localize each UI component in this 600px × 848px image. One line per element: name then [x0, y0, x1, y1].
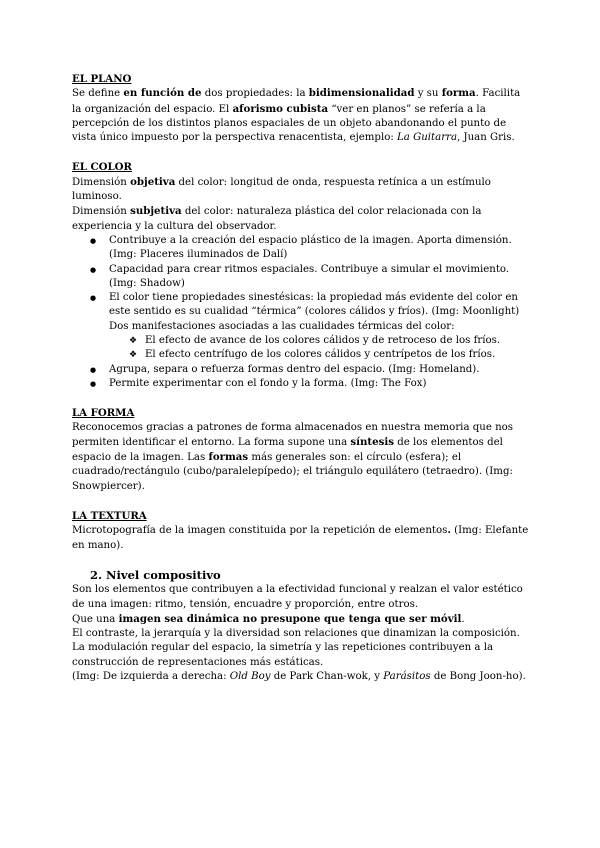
text: Dimensión — [72, 206, 131, 218]
text: de los elementos del espacio de la imagen. Las — [72, 436, 503, 464]
sub-list-item: ❖ El efecto de avance de los colores cálidos y de retroceso de los fríos. — [109, 334, 532, 348]
bold-text: imagen sea dinámica no presupone que tenga que ser móvil — [118, 612, 462, 625]
section-color — [72, 160, 532, 391]
sub-intro: Dos manifestaciones asociadas a las cualidades térmicas del color: — [109, 320, 455, 332]
bold-text: forma — [441, 87, 476, 100]
text: Se define — [72, 88, 124, 100]
section-forma — [72, 406, 532, 494]
bold-text: síntesis — [350, 435, 394, 448]
paragraph-subjetiva — [72, 204, 532, 234]
section-plano — [72, 72, 532, 145]
text: , Juan Gris. — [457, 132, 515, 144]
text: de Park Chan-wok, y — [270, 670, 384, 682]
list-item — [72, 291, 532, 362]
text: . — [461, 613, 465, 625]
text: (Img: Elefante en mano). — [72, 525, 529, 551]
bold-text: formas — [208, 451, 249, 464]
paragraph-objetiva — [72, 175, 532, 205]
section-textura — [72, 509, 532, 553]
bold-text: en función de — [123, 87, 202, 100]
paragraph-forma — [72, 421, 532, 494]
text: dos propiedades: la — [201, 88, 309, 100]
text: . Facilita la organización del espacio. El — [72, 88, 521, 115]
list-item: ● Capacidad para crear ritmos espaciales. Contribuye a simular el movimiento. (Img: Shadow) — [72, 263, 532, 292]
bold-text: subjetiva — [130, 205, 182, 218]
text: Microtopografía de la imagen constituida por la repetición de elementos — [72, 525, 448, 537]
text: Reconocemos gracias a patrones de forma almacenados en nuestra memoria que nos permiten identificar el entorno. La forma supone una — [72, 421, 514, 448]
paragraph-textura — [72, 523, 532, 553]
heading-forma: LA FORMA — [72, 407, 135, 420]
text: (Img: De izquierda a derecha: — [72, 670, 230, 682]
bold-text: objetiva — [130, 175, 176, 188]
heading-textura: LA TEXTURA — [72, 510, 147, 523]
paragraph-nivel-3: El contraste, la jerarquía y la diversidad son relaciones que dinamizan la composición. — [72, 628, 520, 640]
sub-list-item: ❖ El efecto centrífugo de los colores cálidos y centrípetos de los fríos. — [109, 348, 532, 362]
italic-text: Parásitos — [383, 670, 431, 682]
document-page — [72, 72, 532, 699]
heading-color: EL COLOR — [72, 161, 132, 174]
text: más generales son: el círculo (esfera); el cuadrado/rectángulo (cubo/paralelepípedo); el triángulo equilátero (tetraedro). (Img: Snowpiercer). — [72, 452, 513, 492]
list-item: ● Agrupa, separa o refuerza formas dentro del espacio. (Img: Homeland). — [72, 363, 532, 377]
paragraph-nivel-4: La modulación regular del espacio, la simetría y las repeticiones contribuyen a la construcción de representaciones más estáticas. — [72, 642, 494, 668]
paragraph-nivel-5 — [72, 670, 532, 684]
bold-text: aforismo cubista — [232, 102, 329, 115]
bold-text: bidimensionalidad — [308, 87, 415, 100]
heading-plano: EL PLANO — [72, 73, 132, 85]
text: del color: longitud de onda, respuesta retínica a un estímulo luminoso. — [72, 176, 491, 203]
text: y su — [414, 88, 442, 100]
diamond-list — [109, 334, 532, 363]
text: “ver en planos” se refería a la percepción de los distintos planos espaciales de un objeto abandonando el punto de vista único impuesto por la perspectiva renacentista, ejemplo: — [72, 103, 507, 144]
italic-text: Old Boy — [229, 670, 271, 682]
text: del color: naturaleza plástica del color relacionada con la experiencia y la cultura del observador. — [72, 206, 482, 232]
text: Dimensión — [72, 176, 131, 188]
list-item-text: El color tiene propiedades sinestésicas: la propiedad más evidente del color en este sentido es su cualidad “térmica” (colores cálidos y fríos). (Img: Moonlight) — [109, 292, 520, 318]
bullet-list — [72, 234, 532, 391]
section-nivel-compositivo — [72, 568, 532, 684]
paragraph-nivel-1: Son los elementos que contribuyen a la efectividad funcional y realzan el valor estético de una imagen: ritmo, tensión, encuadre y proporción, entre otros. — [72, 584, 523, 610]
bold-text: . — [447, 524, 451, 537]
paragraph-nivel-2 — [72, 612, 532, 627]
paragraph-plano — [72, 86, 532, 145]
list-item: ● Contribuye a la creación del espacio plástico de la imagen. Aporta dimensión. (Img: Placeres iluminados de Dalí) — [72, 234, 532, 263]
text: Que una — [72, 613, 119, 625]
text: de Bong Joon-ho). — [430, 670, 526, 682]
list-item: ● Permite experimentar con el fondo y la forma. (Img: The Fox) — [72, 377, 532, 391]
heading-nivel-compositivo: 2. Nivel compositivo — [90, 567, 221, 582]
italic-text: La Guitarra — [397, 132, 458, 144]
